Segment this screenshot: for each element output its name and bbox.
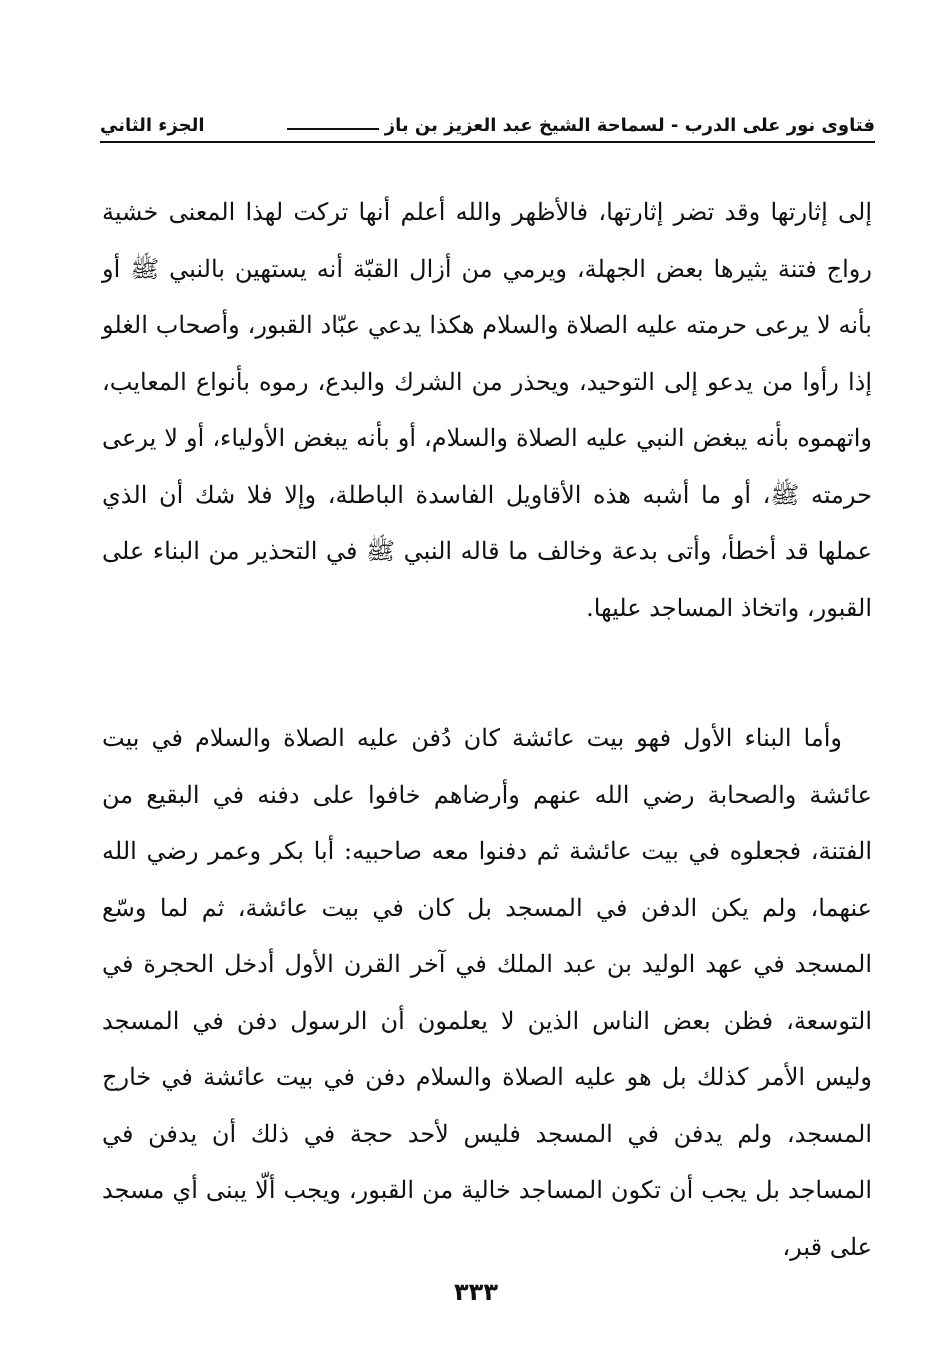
paragraph-2: وأما البناء الأول فهو بيت عائشة كان دُفن عليه الصلاة والسلام في بيت عائشة والصحابة رضي الله عنهم وأرضاهم خافوا على دفنه في البقيع من الفتنة، فجعلوه في بيت عائشة ثم دفنوا معه صاحبيه: أبا بكر وعمر رضي الله عنهما، ولم يكن الدفن في المسجد بل كان في بيت عائشة، ثم لما وسّع المسجد في عهد الوليد بن عبد الملك في آخر القرن الأول أدخل الحجرة في التوسعة، فظن بعض الناس الذين لا يعلمون أن الرسول دفن في المسجد وليس الأمر كذلك بل هو عليه الصلاة والسلام دفن في بيت عائشة في خارج المسجد، ولم يدفن في المسجد فليس لأحد حجة في ذلك أن يدفن في المساجد بل يجب أن تكون المساجد خالية من القبور، ويجب ألّا يبنى أي مسجد على قبر، — [102, 724, 873, 1261]
volume-label: الجزء الثاني — [100, 115, 205, 136]
book-title: فتاوى نور على الدرب - لسماحة الشيخ عبد العزيز بن باز — [384, 115, 875, 136]
header-divider — [100, 141, 875, 143]
page-number: ٣٣٣ — [454, 1278, 498, 1306]
running-header — [100, 100, 875, 136]
header-rule — [287, 128, 379, 130]
paragraph-1: إلى إثارتها وقد تضر إثارتها، فالأظهر والله أعلم أنها تركت لهذا المعنى خشية رواج فتنة يثيرها بعض الجهلة، ويرمي من أزال القبّة أنه يستهين بالنبي ﷺ أو بأنه لا يرعى حرمته عليه الصلاة والسلام هكذا يدعي عبّاد القبور، وأصحاب الغلو إذا رأوا من يدعو إلى التوحيد، ويحذر من الشرك والبدع، رموه بأنواع المعايب، واتهموه بأنه يبغض النبي عليه الصلاة والسلام، أو بأنه يبغض الأولياء، أو لا يرعى حرمته ﷺ، أو ما أشبه هذه الأقاويل الفاسدة الباطلة، وإلا فلا شك أن الذي عملها قد أخطأ، وأتى بدعة وخالف ما قاله النبي ﷺ في التحذير من البناء على القبور، واتخاذ المساجد عليها. — [102, 198, 872, 622]
